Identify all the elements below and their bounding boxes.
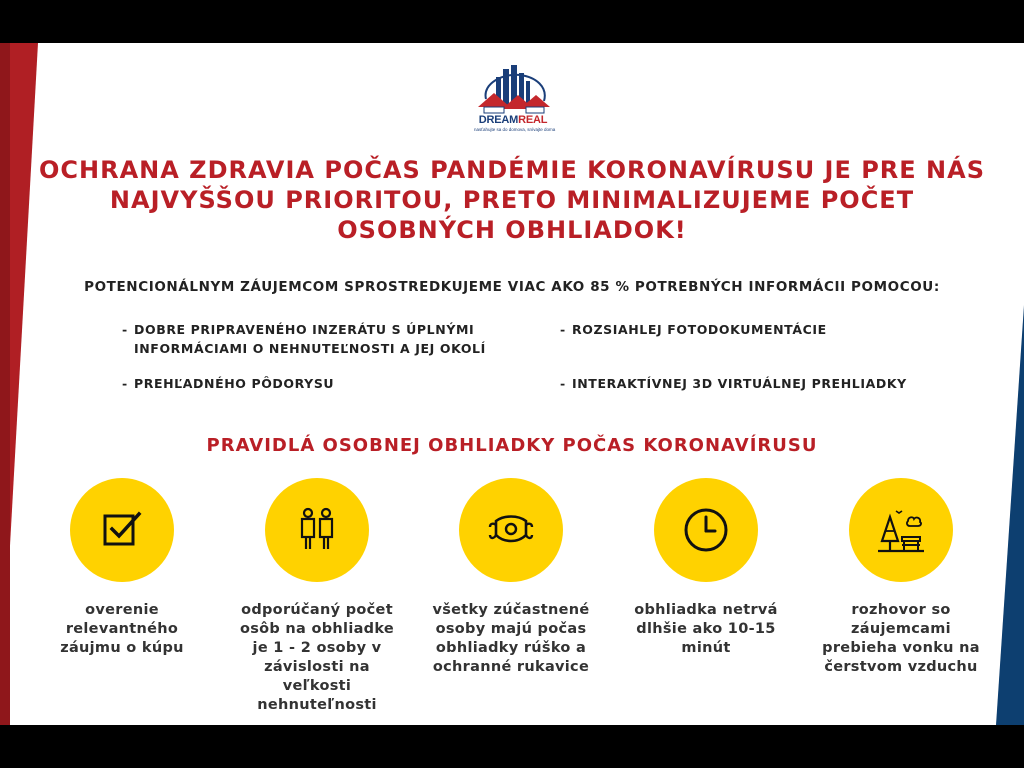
info-card xyxy=(0,43,1024,725)
bullet-dash: - xyxy=(122,376,128,391)
rule-text: odporúčaný počet osôb na obhliadke je 1 - 2 osoby v závislosti na veľkosti nehnuteľnosti xyxy=(239,602,395,713)
page-headline: OCHRANA ZDRAVIA POČAS PANDÉMIE KORONAVÍRUSU JE PRE NÁS NAJVYŠŠOU PRIORITOU, PRETO MINIMALIZUJEME POČET OSOBNÝCH OBHLIADOK! xyxy=(39,156,985,244)
brand-name xyxy=(474,115,552,126)
right-blue-stripe xyxy=(996,305,1024,725)
rules-title: PRAVIDLÁ OSOBNEJ OBHLIADKY POČAS KORONAVÍRUSU xyxy=(206,435,818,456)
bullet-item-virtual-tour xyxy=(560,374,952,393)
icon-circle xyxy=(849,478,953,582)
bullet-item-listing xyxy=(122,320,514,358)
bullet-dash: - xyxy=(560,322,566,337)
icon-circle xyxy=(265,478,369,582)
rule-text: overenie relevantného záujmu o kúpu xyxy=(60,602,184,656)
left-dark-red-edge xyxy=(0,43,10,725)
outdoor-park-icon xyxy=(876,505,926,555)
two-people-icon xyxy=(292,505,342,555)
rule-text: všetky zúčastnené osoby majú počas obhliadky rúško a ochranné rukavice xyxy=(432,602,590,675)
icon-circle xyxy=(654,478,758,582)
brand-name-part-real: REAL xyxy=(518,114,548,126)
icon-circle xyxy=(70,478,174,582)
rule-text: rozhovor so záujemcami prebieha vonku na čerstvom vzduchu xyxy=(822,602,980,675)
bullet-item-photos xyxy=(560,320,932,339)
bullet-text: ROZSIAHLEJ FOTODOKUMENTÁCIE xyxy=(572,322,827,337)
clock-icon xyxy=(681,505,731,555)
bullet-text: DOBRE PRIPRAVENÉHO INZERÁTU S ÚPLNÝMI INFORMÁCIAMI O NEHNUTEĽNOSTI A JEJ OKOLÍ xyxy=(134,322,486,356)
bullet-dash: - xyxy=(560,376,566,391)
intro-text: POTENCIONÁLNYM ZÁUJEMCOM SPROSTREDKUJEME VIAC AKO 85 % POTREBNÝCH INFORMÁCII POMOCOU: xyxy=(84,279,940,295)
face-mask-icon xyxy=(486,505,536,555)
icon-circle xyxy=(459,478,563,582)
bullet-dash: - xyxy=(122,322,128,337)
bullet-item-floorplan xyxy=(122,374,514,393)
bullet-text: INTERAKTÍVNEJ 3D VIRTUÁLNEJ PREHLIADKY xyxy=(572,376,907,391)
brand-tagline: nasťahujte sa do domova, snívajte doma xyxy=(474,127,556,132)
checkbox-icon xyxy=(97,505,147,555)
brand-name-part-dream: DREAM xyxy=(478,114,519,126)
rule-text: obhliadka netrvá dlhšie ako 10-15 minút xyxy=(634,602,778,656)
bullet-text: PREHĽADNÉHO PÔDORYSU xyxy=(134,376,335,391)
